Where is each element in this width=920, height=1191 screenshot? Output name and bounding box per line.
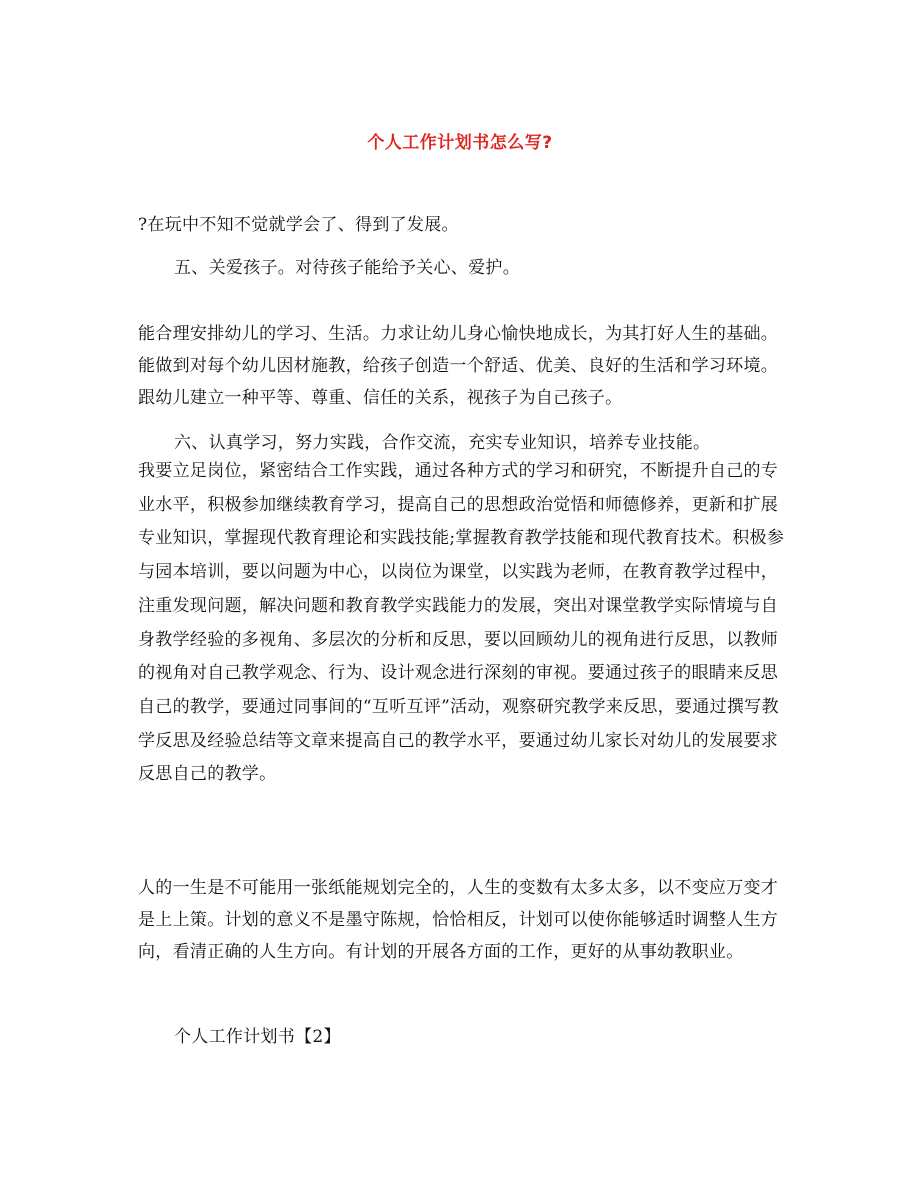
document-title: 个人工作计划书怎么写? <box>367 133 553 153</box>
section-heading-plan-2: 个人工作计划书【2】 <box>174 1027 341 1047</box>
paragraph-life-plan: 人的一生是不可能用一张纸能规划完全的，人生的变数有太多太多，以不变应万变才是上上策。计划的意义不是墨守陈规，恰恰相反，计划可以使你能够适时调整人生方向，看清正确的人生方向。有计划的开展各方面的工作，更好的从事幼教职业。 <box>138 878 779 962</box>
paragraph-professional-study: 我要立足岗位，紧密结合工作实践，通过各种方式的学习和研究，不断提升自己的专业水平，积极参加继续教育学习，提高自己的思想政治觉悟和师德修养，更新和扩展专业知识，掌握现代教育理论和实践技能;掌握教育教学技能和现代教育技术。积极参与园本培训，要以问题为中心，以岗位为课堂，以实践为老师，在教育教学过程中，注重发现问题，解决问题和教育教学实践能力的发展，突出对课堂教学实际情境与自身教学经验的多视角、多层次的分析和反思，要以回顾幼儿的视角进行反思，以教师的视角对自己教学观念、行为、设计观念进行深刻的审视。要通过孩子的眼睛来反思自己的教学，要通过同事间的“互听互评”活动，观察研究教学来反思，要通过撰写教学反思及经验总结等文章来提高自己的教学水平，要通过幼儿家长对幼儿的发展要求反思自己的教学。 <box>138 461 785 785</box>
paragraph-item-six: 六、认真学习，努力实践，合作交流，充实专业知识，培养专业技能。 <box>174 433 711 453</box>
paragraph-care-children: 能合理安排幼儿的学习、生活。力求让幼儿身心愉快地成长，为其打好人生的基础。能做到对每个幼儿因材施教，给孩子创造一个舒适、优美、良好的生活和学习环境。跟幼儿建立一种平等、尊重、信任的关系，视孩子为自己孩子。 <box>138 324 779 408</box>
paragraph-play-learning: ?在玩中不知不觉就学会了、得到了发展。 <box>138 215 459 235</box>
paragraph-item-five: 五、关爱孩子。对待孩子能给予关心、爱护。 <box>174 258 520 278</box>
